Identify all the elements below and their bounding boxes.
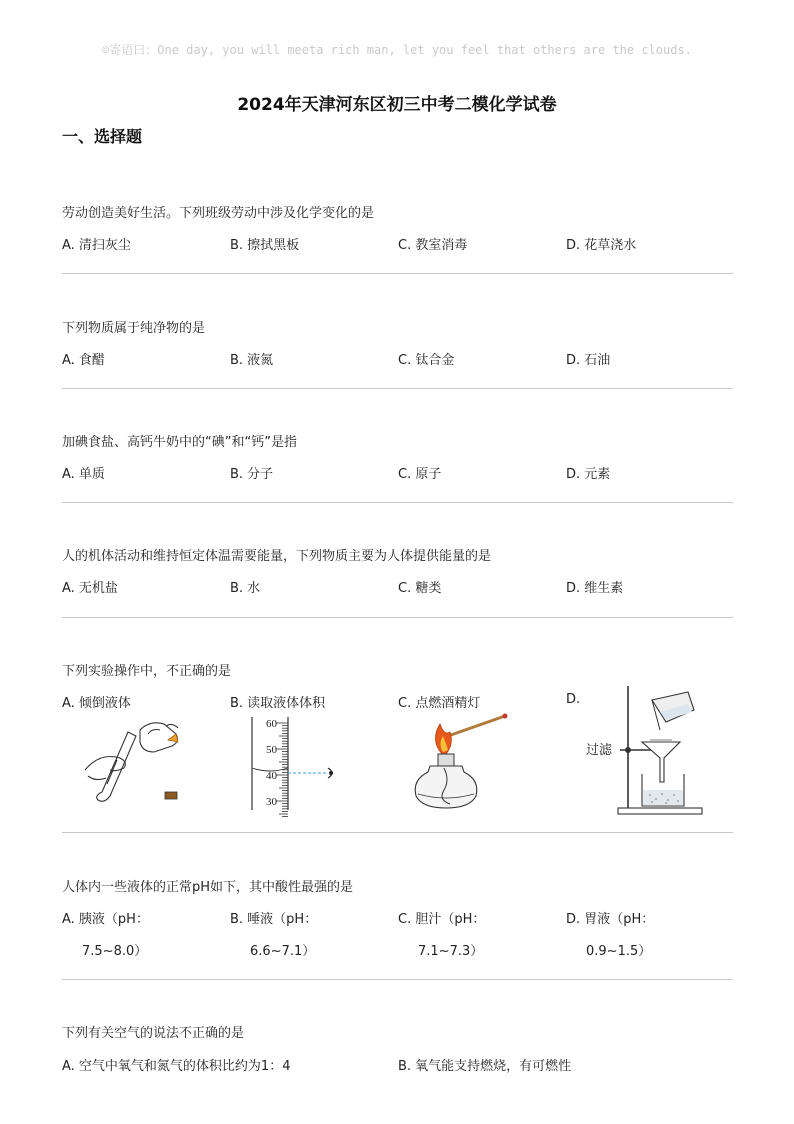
question-2-option-a[interactable]: A. 食醋 bbox=[62, 353, 105, 368]
question-6-option-c-range: 7.1~7.3） bbox=[418, 944, 484, 959]
question-6-option-d[interactable]: D. 胃液（pH： bbox=[566, 912, 655, 927]
question-6-option-c[interactable]: C. 胆汁（pH： bbox=[398, 912, 486, 927]
question-2-option-d[interactable]: D. 石油 bbox=[566, 353, 611, 368]
question-2-option-b[interactable]: B. 液氮 bbox=[230, 353, 274, 368]
question-4-option-b[interactable]: B. 水 bbox=[230, 581, 261, 596]
question-7-stem: 下列有关空气的说法不正确的是 bbox=[62, 1026, 245, 1041]
question-1-option-c[interactable]: C. 教室消毒 bbox=[398, 238, 468, 253]
question-5-option-c[interactable]: C. 点燃酒精灯 bbox=[398, 696, 481, 711]
question-3-option-a[interactable]: A. 单质 bbox=[62, 467, 105, 482]
question-3-option-c[interactable]: C. 原子 bbox=[398, 467, 442, 482]
question-5-option-b[interactable]: B. 读取液体体积 bbox=[230, 696, 326, 711]
divider bbox=[62, 832, 733, 833]
question-1-option-b[interactable]: B. 擦拭黑板 bbox=[230, 238, 300, 253]
divider bbox=[62, 617, 733, 618]
cylinder-tick-40: 40 bbox=[266, 770, 277, 782]
question-7-option-b[interactable]: B. 氧气能支持燃烧，有可燃性 bbox=[398, 1059, 572, 1074]
question-5-stem: 下列实验操作中，不正确的是 bbox=[62, 664, 232, 679]
divider bbox=[62, 502, 733, 503]
question-2-option-c[interactable]: C. 钛合金 bbox=[398, 353, 455, 368]
question-4-option-d[interactable]: D. 维生素 bbox=[566, 581, 624, 596]
filtration-figure bbox=[580, 682, 710, 817]
question-6-option-d-range: 0.9~1.5） bbox=[586, 944, 652, 959]
cylinder-tick-30: 30 bbox=[266, 796, 277, 808]
question-5-option-d[interactable]: D. bbox=[566, 692, 581, 707]
pouring-liquid-figure bbox=[80, 712, 190, 812]
question-6-option-a[interactable]: A. 胰液（pH： bbox=[62, 912, 149, 927]
divider bbox=[62, 979, 733, 980]
watermark: ☺寄语曰：One day, you will meeta rich man, let you feel that others are the clouds. bbox=[102, 43, 692, 57]
question-3-stem: 加碘食盐、高钙牛奶中的“碘”和“钙”是指 bbox=[62, 435, 297, 450]
question-4-option-a[interactable]: A. 无机盐 bbox=[62, 581, 118, 596]
question-1-option-d[interactable]: D. 花草浇水 bbox=[566, 238, 637, 253]
question-7-option-a[interactable]: A. 空气中氧气和氮气的体积比约为1：4 bbox=[62, 1059, 291, 1074]
question-3-option-b[interactable]: B. 分子 bbox=[230, 467, 274, 482]
alcohol-lamp-figure bbox=[410, 710, 520, 815]
question-5-option-a[interactable]: A. 倾倒液体 bbox=[62, 696, 131, 711]
divider bbox=[62, 388, 733, 389]
question-4-option-c[interactable]: C. 糖类 bbox=[398, 581, 442, 596]
cylinder-tick-50: 50 bbox=[266, 744, 277, 756]
question-4-stem: 人的机体活动和维持恒定体温需要能量，下列物质主要为人体提供能量的是 bbox=[62, 549, 492, 564]
question-2-stem: 下列物质属于纯净物的是 bbox=[62, 321, 206, 336]
graduated-cylinder-figure bbox=[240, 712, 350, 812]
page-title: 2024年天津河东区初三中考二模化学试卷 bbox=[237, 95, 557, 115]
question-1-stem: 劳动创造美好生活。下列班级劳动中涉及化学变化的是 bbox=[62, 206, 375, 221]
question-6-option-b[interactable]: B. 唾液（pH： bbox=[230, 912, 318, 927]
question-1-option-a[interactable]: A. 清扫灰尘 bbox=[62, 238, 131, 253]
section-heading: 一、选择题 bbox=[62, 127, 143, 146]
question-6-option-a-range: 7.5~8.0） bbox=[82, 944, 148, 959]
filter-label: 过滤 bbox=[586, 742, 613, 757]
question-3-option-d[interactable]: D. 元素 bbox=[566, 467, 611, 482]
divider bbox=[62, 273, 733, 274]
question-6-option-b-range: 6.6~7.1） bbox=[250, 944, 316, 959]
question-6-stem: 人体内一些液体的正常pH如下，其中酸性最强的是 bbox=[62, 880, 354, 895]
cylinder-tick-60: 60 bbox=[266, 718, 277, 730]
